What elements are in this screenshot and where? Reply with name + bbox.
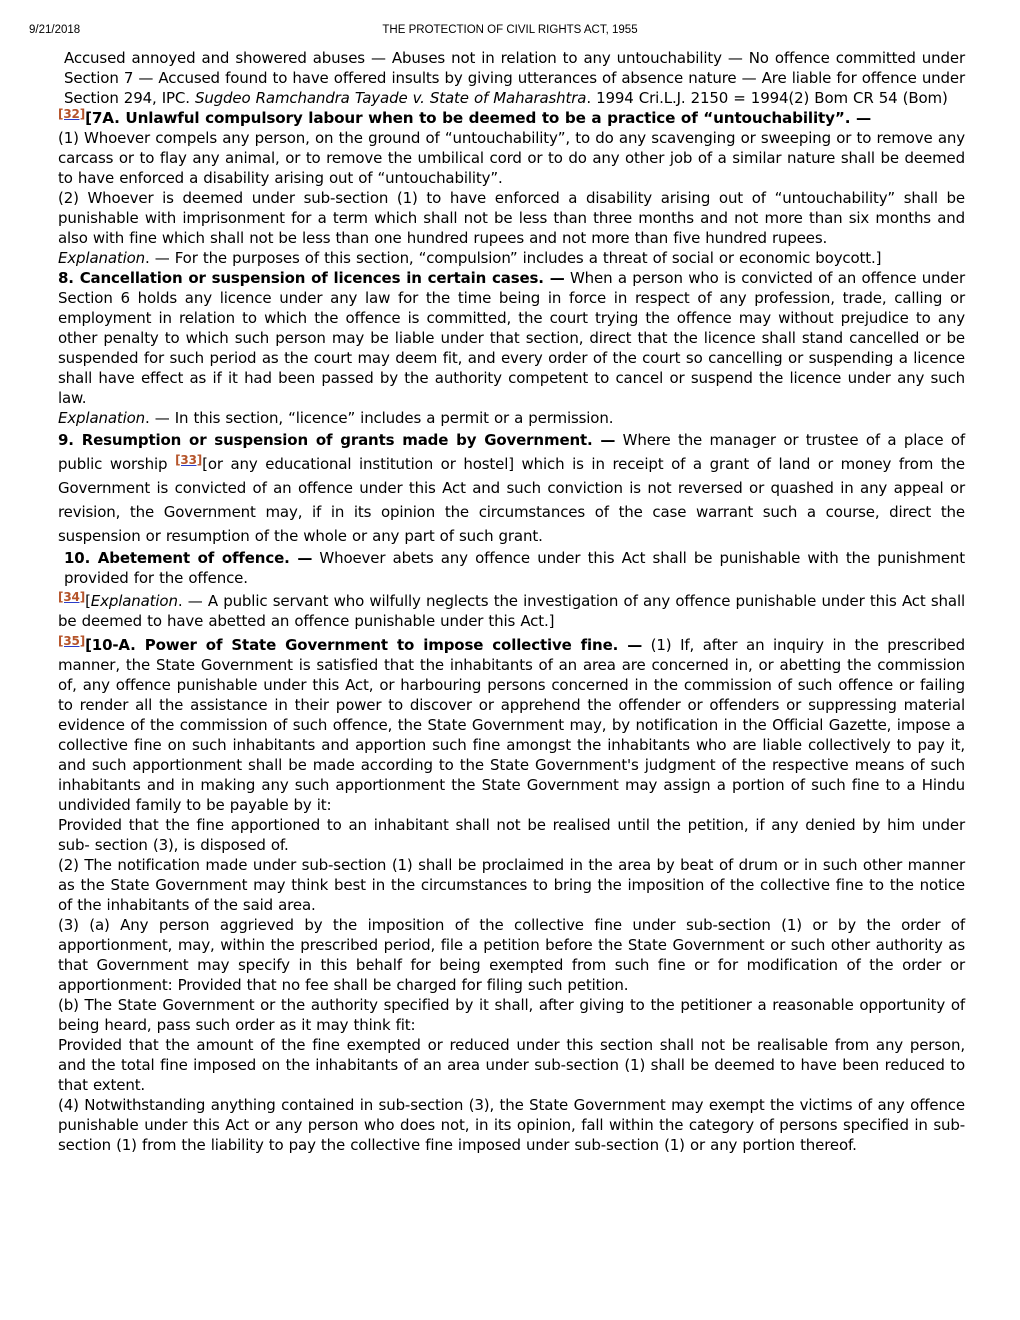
section-7a-explanation [58,248,965,268]
section-7a-sub1: (1) Whoever compels any person, on the ground of “untouchability”, to do any scavenging or sweeping or to remove any carcass or to flay any animal, or to remove the umbilical cord or to do any other job of a similar nature shall be deemed to have enforced a disability arising out of “untouchability”. [58,129,965,187]
section-10a-proviso2: Provided that the amount of the fine exempted or reduced under this section shall not be realisable from any person, and the total fine imposed on the inhabitants of an area under sub-section (1) shall be deemed to have been reduced to that extent. [58,1036,965,1094]
section-10a-proviso1: Provided that the fine apportioned to an inhabitant shall not be realised until the petition, if any denied by him under sub- section (3), is disposed of. [58,816,965,854]
explanation-label: Explanation [58,409,146,427]
section-10a-sub1 [58,635,965,815]
case-note-paragraph [58,48,965,108]
footnote-link-33[interactable]: [33] [175,453,203,467]
section-8-heading: 8. Cancellation or suspension of licences in certain cases. — [58,269,565,287]
explanation-label: Explanation [58,249,146,267]
section-10-heading: 10. Abetement of offence. — [64,549,313,567]
case-citation: . 1994 Cri.L.J. 2150 = 1994(2) Bom CR 54 (Bom) [586,89,948,107]
section-9-body-a: Where the manager or trustee of a place of public worship [58,431,966,473]
case-note-text: Accused annoyed and showered abuses — Abuses not in relation to any untouchability — No offence committed under Section 7 — Accused found to have offered insults by giving utterances of absence nature — Are liable for offence under Section 294, IPC. [64,49,965,107]
section-10-body: Whoever abets any offence under this Act shall be punishable with the punishment provided for the offence. [64,549,966,587]
section-10a-sub3b: (b) The State Government or the authority specified by it shall, after giving to the petitioner a reasonable opportunity of being heard, pass such order as it may think fit: [58,996,965,1034]
footnote-link-32[interactable]: [32] [58,107,86,121]
print-date: 9/21/2018 [29,24,81,36]
case-name: Sugdeo Ramchandra Tayade v. State of Maharashtra [194,89,587,107]
section-10 [58,548,965,588]
section-9 [58,428,965,548]
section-9-body-b: [or any educational institution or hostel] which is in receipt of a grant of land or money from the Government is convicted of an offence under this Act and such conviction is not reversed or quashed in any appeal or revision, the Government may, if in its opinion the circumstances of the case warrant such a course, direct the suspension or resumption of the whole or any part of such grant. [58,455,965,545]
footnote-link-35[interactable]: [35] [58,634,86,648]
section-10a-sub2: (2) The notification made under sub-section (1) shall be proclaimed in the area by beat of drum or in such other manner as the State Government may think best in the circumstances to bring the imposition of the collective fine to the notice of the inhabitants of the said area. [58,856,965,914]
section-10-explanation [58,591,965,631]
section-8-explanation [58,408,965,428]
section-7a-sub2: (2) Whoever is deemed under sub-section (1) to have enforced a disability arising out of “untouchability” shall be punishable with imprisonment for a term which shall not be less than three months and not more than six months and also with fine which shall not be less than one hundred rupees and not more than five hundred rupees. [58,189,965,247]
section-9-heading: 9. Resumption or suspension of grants made by Government. — [58,431,616,449]
section-8-body: When a person who is convicted of an offence under Section 6 holds any licence under any law for the time being in force in respect of any profession, trade, calling or employment in relation to which the offence is committed, the court trying the offence may without prejudice to any other penalty to which such person may be liable under that section, direct that the licence shall stand cancelled or be suspended for such period as the court may deem fit, and every order of the court so cancelling or suspending a licence shall have effect as if it had been passed by the authority competent to cancel or suspend the licence under any such law. [58,269,965,407]
explanation-text: . — For the purposes of this section, “compulsion” includes a threat of social or economic boycott.] [145,249,882,267]
document-title: THE PROTECTION OF CIVIL RIGHTS ACT, 1955 [382,24,638,36]
section-8 [58,268,965,408]
section-7a-heading-paragraph [58,108,965,128]
section-10a-sub4: (4) Notwithstanding anything contained in sub-section (3), the State Government may exempt the victims of any offence punishable under this Act or any person who does not, in its opinion, fall within the category of persons specified in sub-section (1) from the liability to pay the collective fine imposed under sub-section (1) or any portion thereof. [58,1096,965,1154]
section-10a-heading: [10-A. Power of State Government to impose collective fine. — [85,636,643,654]
section-10a-sub3a: (3) (a) Any person aggrieved by the imposition of the collective fine under sub-section (1) or by the order of apportionment, may, within the prescribed period, file a petition before the State Government or such other authority as that Government may specify in this behalf for being exempted from such fine or for modification of the order or apportionment: Provided that no fee shall be charged for filing such petition. [58,916,965,994]
footnote-link-34[interactable]: [34] [58,590,86,604]
explanation-open-bracket: [ [85,592,91,610]
page-header [0,24,1020,40]
document-body [58,48,965,1155]
explanation-label: Explanation [90,592,178,610]
explanation-text: . — In this section, “licence” includes a permit or a permission. [145,409,614,427]
section-10a-sub1-text: (1) If, after an inquiry in the prescribed manner, the State Government is satisfied that the inhabitants of an area are concerned in, or abetting the commission of, any offence punishable under this Act, or harbouring persons concerned in the commission of such offence or failing to render all the assistance in their power to discover or apprehend the offender or offenders or suppressing material evidence of the commission of such offence, the State Government may, by notification in the Official Gazette, impose a collective fine on such inhabitants and apportion such fine amongst the inhabitants who are liable collectively to pay it, and such apportionment shall be made according to the State Government's judgment of the respective means of such inhabitants and in making any such apportionment the State Government may assign a portion of such fine to a Hindu undivided family to be payable by it: [58,636,966,814]
section-7a-heading: [7A. Unlawful compulsory labour when to be deemed to be a practice of “untouchability”. — [85,109,871,127]
explanation-text: . — A public servant who wilfully neglects the investigation of any offence punishable under this Act shall be deemed to have abetted an offence punishable under this Act.] [58,592,965,630]
